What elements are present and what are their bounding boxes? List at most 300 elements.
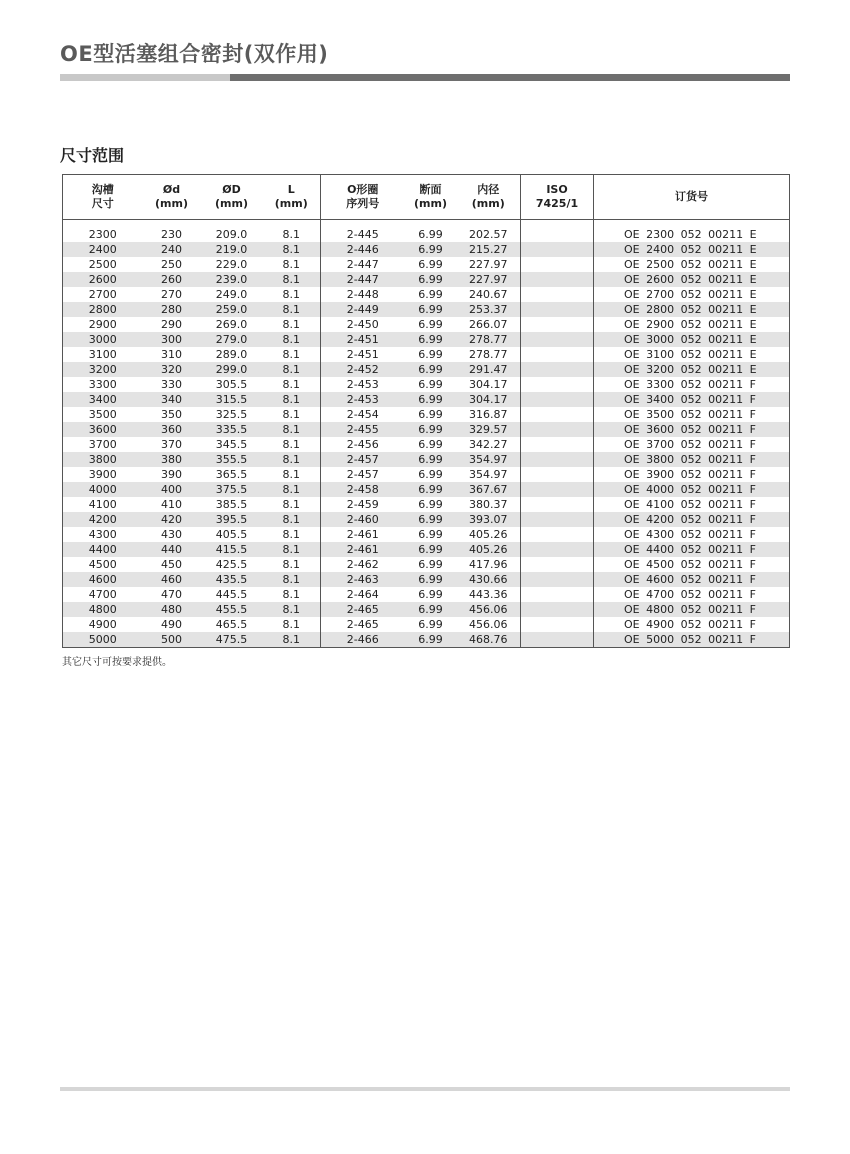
cell-oring-series: 2-455 (321, 422, 405, 437)
cell-groove-length: 8.1 (263, 257, 321, 272)
cell-groove-size: 4300 (88, 528, 117, 541)
header-oring-series (321, 175, 405, 220)
cell-groove-size: 2600 (63, 272, 143, 287)
cell-iso-7425 (521, 587, 594, 602)
cell-rod-diameter: 420 (143, 512, 201, 527)
cell-iso-7425 (521, 257, 594, 272)
table-row (63, 572, 790, 587)
header-groove-size-line: 尺寸 (91, 197, 114, 210)
header-cross-section-line: 断面 (419, 183, 442, 196)
cell-bore-diameter: 455.5 (201, 602, 263, 617)
cell-inner-diameter: 304.17 (457, 377, 521, 392)
cell-oring-series: 2-452 (321, 362, 405, 377)
table-body (63, 220, 790, 648)
table-row (63, 617, 790, 632)
table-row (63, 407, 790, 422)
cell-cross-section: 6.99 (418, 408, 443, 421)
cell-iso-7425 (521, 617, 594, 632)
header-iso-7425 (521, 175, 594, 220)
header-oring-series-line: O形圈 (347, 183, 379, 196)
cell-cross-section: 6.99 (405, 602, 457, 617)
header-rule-light (60, 74, 230, 81)
cell-bore-diameter: 269.0 (215, 318, 248, 331)
cell-iso-7425 (521, 332, 594, 347)
cell-order-number: OE 5000 052 00211 F (594, 632, 790, 648)
cell-cross-section: 6.99 (405, 542, 457, 557)
cell-groove-length: 8.1 (263, 437, 321, 452)
cell-groove-length: 8.1 (263, 542, 321, 557)
cell-oring-series: 2-459 (346, 498, 379, 511)
cell-inner-diameter: 380.37 (457, 497, 521, 512)
cell-groove-size: 4200 (63, 512, 143, 527)
cell-groove-length: 8.1 (263, 317, 321, 332)
table-row (63, 302, 790, 317)
cell-cross-section: 6.99 (405, 452, 457, 467)
cell-groove-size: 3000 (63, 332, 143, 347)
cell-iso-7425 (521, 287, 594, 302)
cell-iso-7425 (521, 220, 594, 243)
cell-oring-series: 2-450 (346, 318, 379, 331)
cell-groove-length: 8.1 (263, 602, 321, 617)
table-row (63, 632, 790, 648)
cell-cross-section: 6.99 (405, 362, 457, 377)
cell-oring-series: 2-465 (321, 602, 405, 617)
cell-groove-size: 4000 (63, 482, 143, 497)
cell-iso-7425 (521, 482, 594, 497)
cell-order-number: OE 3300 052 00211 F (624, 378, 756, 391)
cell-groove-length: 8.1 (263, 587, 321, 602)
cell-order-number: OE 3200 052 00211 E (594, 362, 790, 377)
cell-oring-series: 2-464 (346, 588, 379, 601)
cell-groove-length: 8.1 (263, 302, 321, 317)
cell-cross-section: 6.99 (418, 228, 443, 241)
cell-order-number: OE 4100 052 00211 F (624, 498, 756, 511)
cell-bore-diameter: 445.5 (215, 588, 248, 601)
footer-rule (60, 1087, 790, 1091)
cell-groove-size: 2800 (63, 302, 143, 317)
table-row (63, 542, 790, 557)
cell-iso-7425 (521, 572, 594, 587)
cell-inner-diameter: 278.77 (457, 332, 521, 347)
cell-rod-diameter: 400 (143, 482, 201, 497)
cell-order-number: OE 3600 052 00211 F (594, 422, 790, 437)
cell-groove-length: 8.1 (263, 497, 321, 512)
cell-order-number: OE 4800 052 00211 F (594, 602, 790, 617)
size-range-table-wrap (62, 174, 789, 648)
cell-groove-size: 2900 (88, 318, 117, 331)
cell-iso-7425 (521, 272, 594, 287)
cell-iso-7425 (521, 452, 594, 467)
cell-oring-series: 2-445 (346, 228, 379, 241)
cell-rod-diameter: 300 (143, 332, 201, 347)
cell-groove-length: 8.1 (263, 407, 321, 422)
cell-iso-7425 (521, 437, 594, 452)
table-row (63, 587, 790, 602)
cell-bore-diameter: 465.5 (215, 618, 248, 631)
table-row (63, 287, 790, 302)
header-order-number-line: 订货号 (675, 190, 708, 203)
cell-cross-section: 6.99 (418, 618, 443, 631)
cell-rod-diameter: 470 (161, 588, 182, 601)
cell-bore-diameter: 279.0 (201, 332, 263, 347)
cell-cross-section: 6.99 (418, 438, 443, 451)
cell-inner-diameter: 227.97 (457, 257, 521, 272)
cell-inner-diameter: 393.07 (457, 512, 521, 527)
cell-cross-section: 6.99 (405, 512, 457, 527)
cell-groove-size: 4600 (63, 572, 143, 587)
cell-bore-diameter: 239.0 (201, 272, 263, 287)
table-row (63, 437, 790, 452)
table-row (63, 422, 790, 437)
table-row (63, 527, 790, 542)
cell-bore-diameter: 435.5 (201, 572, 263, 587)
cell-oring-series: 2-453 (346, 378, 379, 391)
cell-inner-diameter: 456.06 (457, 617, 521, 632)
cell-bore-diameter: 385.5 (215, 498, 248, 511)
cell-oring-series: 2-458 (321, 482, 405, 497)
cell-groove-length: 8.1 (263, 347, 321, 362)
cell-groove-length: 8.1 (263, 362, 321, 377)
cell-inner-diameter: 468.76 (457, 632, 521, 648)
cell-groove-length: 8.1 (263, 527, 321, 542)
cell-rod-diameter: 230 (161, 228, 182, 241)
cell-order-number: OE 2700 052 00211 E (624, 288, 757, 301)
cell-rod-diameter: 280 (143, 302, 201, 317)
cell-bore-diameter: 305.5 (215, 378, 248, 391)
cell-order-number: OE 4200 052 00211 F (594, 512, 790, 527)
cell-groove-size: 2300 (88, 228, 117, 241)
cell-bore-diameter: 249.0 (215, 288, 248, 301)
cell-oring-series: 2-463 (321, 572, 405, 587)
cell-bore-diameter: 219.0 (201, 242, 263, 257)
cell-rod-diameter: 240 (143, 242, 201, 257)
cell-cross-section: 6.99 (418, 348, 443, 361)
cell-bore-diameter: 345.5 (215, 438, 248, 451)
cell-iso-7425 (521, 347, 594, 362)
cell-oring-series: 2-447 (321, 272, 405, 287)
header-groove-size-line: 沟槽 (91, 183, 114, 196)
cell-cross-section: 6.99 (418, 558, 443, 571)
header-bore-diameter-line: ØD (222, 183, 241, 196)
cell-oring-series: 2-447 (346, 258, 379, 271)
table-row (63, 362, 790, 377)
header-inner-diameter-line: 内径 (477, 183, 500, 196)
cell-iso-7425 (521, 392, 594, 407)
table-row (63, 347, 790, 362)
cell-groove-length: 8.1 (263, 242, 321, 257)
cell-iso-7425 (521, 407, 594, 422)
cell-order-number: OE 4300 052 00211 F (624, 528, 756, 541)
cell-groove-size: 3300 (88, 378, 117, 391)
table-row (63, 497, 790, 512)
cell-iso-7425 (521, 317, 594, 332)
cell-bore-diameter: 405.5 (215, 528, 248, 541)
cell-cross-section: 6.99 (405, 302, 457, 317)
cell-groove-length: 8.1 (263, 512, 321, 527)
cell-rod-diameter: 330 (161, 378, 182, 391)
cell-order-number: OE 4000 052 00211 F (594, 482, 790, 497)
cell-order-number: OE 4600 052 00211 F (594, 572, 790, 587)
header-cross-section-line: (mm) (414, 197, 447, 210)
cell-order-number: OE 3400 052 00211 F (594, 392, 790, 407)
cell-cross-section: 6.99 (405, 482, 457, 497)
table-header-row (63, 175, 790, 220)
cell-rod-diameter: 480 (143, 602, 201, 617)
cell-rod-diameter: 340 (143, 392, 201, 407)
cell-groove-size: 3800 (63, 452, 143, 467)
cell-groove-size: 4500 (88, 558, 117, 571)
cell-cross-section: 6.99 (405, 632, 457, 648)
cell-cross-section: 6.99 (418, 258, 443, 271)
cell-groove-size: 3200 (63, 362, 143, 377)
cell-groove-length: 8.1 (263, 422, 321, 437)
cell-rod-diameter: 370 (161, 438, 182, 451)
header-groove-size (63, 175, 143, 220)
cell-groove-length: 8.1 (263, 617, 321, 632)
table-row (63, 467, 790, 482)
cell-oring-series: 2-462 (346, 558, 379, 571)
cell-order-number: OE 4700 052 00211 F (624, 588, 756, 601)
cell-inner-diameter: 405.26 (457, 527, 521, 542)
cell-groove-length: 8.1 (263, 467, 321, 482)
header-groove-length-line: (mm) (274, 197, 308, 210)
cell-oring-series: 2-453 (321, 392, 405, 407)
page-title: OE型活塞组合密封(双作用) (60, 42, 329, 66)
cell-order-number: OE 3500 052 00211 F (624, 408, 756, 421)
cell-order-number: OE 4500 052 00211 F (624, 558, 756, 571)
cell-bore-diameter: 315.5 (201, 392, 263, 407)
cell-groove-size: 4700 (88, 588, 117, 601)
cell-cross-section: 6.99 (405, 572, 457, 587)
header-rule-dark (230, 74, 790, 81)
cell-oring-series: 2-466 (321, 632, 405, 648)
cell-iso-7425 (521, 632, 594, 648)
cell-inner-diameter: 291.47 (457, 362, 521, 377)
table-row (63, 482, 790, 497)
cell-groove-size: 3700 (88, 438, 117, 451)
cell-groove-length: 8.1 (263, 332, 321, 347)
cell-groove-length: 8.1 (263, 272, 321, 287)
cell-groove-length: 8.1 (263, 452, 321, 467)
header-oring-series-line: 序列号 (346, 197, 380, 210)
cell-rod-diameter: 450 (161, 558, 182, 571)
cell-oring-series: 2-461 (321, 542, 405, 557)
cell-groove-size: 2500 (88, 258, 117, 271)
header-groove-length-line: L (287, 183, 295, 196)
cell-iso-7425 (521, 467, 594, 482)
cell-cross-section: 6.99 (405, 422, 457, 437)
cell-oring-series: 2-449 (321, 302, 405, 317)
cell-oring-series: 2-461 (346, 528, 379, 541)
footnote: 其它尺寸可按要求提供。 (62, 657, 172, 668)
header-cross-section (405, 175, 457, 220)
table-row (63, 272, 790, 287)
cell-cross-section: 6.99 (418, 288, 443, 301)
table-row (63, 377, 790, 392)
cell-oring-series: 2-451 (321, 332, 405, 347)
cell-inner-diameter: 342.27 (457, 437, 521, 452)
cell-inner-diameter: 278.77 (457, 347, 521, 362)
cell-groove-size: 4400 (63, 542, 143, 557)
header-rod-diameter (143, 175, 201, 220)
cell-iso-7425 (521, 422, 594, 437)
cell-iso-7425 (521, 512, 594, 527)
cell-oring-series: 2-465 (346, 618, 379, 631)
cell-cross-section: 6.99 (418, 498, 443, 511)
cell-inner-diameter: 240.67 (457, 287, 521, 302)
cell-iso-7425 (521, 527, 594, 542)
cell-rod-diameter: 390 (161, 468, 182, 481)
header-bore-diameter-line: (mm) (215, 197, 248, 210)
cell-groove-length: 8.1 (263, 220, 321, 243)
cell-bore-diameter: 209.0 (215, 228, 248, 241)
cell-inner-diameter: 227.97 (457, 272, 521, 287)
table-row (63, 392, 790, 407)
cell-iso-7425 (521, 377, 594, 392)
cell-bore-diameter: 289.0 (215, 348, 248, 361)
cell-inner-diameter: 304.17 (457, 392, 521, 407)
cell-iso-7425 (521, 242, 594, 257)
cell-groove-length: 8.1 (263, 392, 321, 407)
cell-inner-diameter: 215.27 (457, 242, 521, 257)
cell-rod-diameter: 260 (143, 272, 201, 287)
cell-order-number: OE 3800 052 00211 F (594, 452, 790, 467)
cell-bore-diameter: 355.5 (201, 452, 263, 467)
cell-cross-section: 6.99 (405, 272, 457, 287)
cell-oring-series: 2-448 (346, 288, 379, 301)
cell-order-number: OE 3900 052 00211 F (624, 468, 756, 481)
cell-cross-section: 6.99 (418, 468, 443, 481)
cell-rod-diameter: 490 (161, 618, 182, 631)
cell-groove-size: 3900 (88, 468, 117, 481)
header-iso-7425-line: ISO (546, 183, 568, 196)
header-order-number (594, 175, 790, 220)
table-row (63, 257, 790, 272)
cell-inner-diameter: 354.97 (457, 467, 521, 482)
cell-inner-diameter: 443.36 (457, 587, 521, 602)
cell-bore-diameter: 395.5 (201, 512, 263, 527)
cell-rod-diameter: 500 (143, 632, 201, 648)
cell-iso-7425 (521, 362, 594, 377)
cell-order-number: OE 2400 052 00211 E (594, 242, 790, 257)
cell-inner-diameter: 253.37 (457, 302, 521, 317)
cell-rod-diameter: 430 (161, 528, 182, 541)
table-row (63, 332, 790, 347)
cell-iso-7425 (521, 497, 594, 512)
cell-rod-diameter: 290 (161, 318, 182, 331)
cell-groove-size: 3100 (88, 348, 117, 361)
cell-rod-diameter: 250 (161, 258, 182, 271)
cell-order-number: OE 3700 052 00211 F (624, 438, 756, 451)
table-row (63, 452, 790, 467)
cell-inner-diameter: 405.26 (457, 542, 521, 557)
cell-bore-diameter: 375.5 (201, 482, 263, 497)
cell-order-number: OE 4400 052 00211 F (594, 542, 790, 557)
header-groove-length (263, 175, 321, 220)
cell-cross-section: 6.99 (418, 318, 443, 331)
cell-inner-diameter: 417.96 (457, 557, 521, 572)
table-row (63, 512, 790, 527)
cell-inner-diameter: 430.66 (457, 572, 521, 587)
cell-order-number: OE 4900 052 00211 F (624, 618, 756, 631)
cell-order-number: OE 2300 052 00211 E (624, 228, 757, 241)
cell-inner-diameter: 316.87 (457, 407, 521, 422)
header-rod-diameter-line: (mm) (155, 197, 188, 210)
cell-rod-diameter: 270 (161, 288, 182, 301)
cell-oring-series: 2-446 (321, 242, 405, 257)
cell-cross-section: 6.99 (418, 528, 443, 541)
header-bore-diameter (201, 175, 263, 220)
cell-rod-diameter: 440 (143, 542, 201, 557)
cell-rod-diameter: 410 (161, 498, 182, 511)
cell-bore-diameter: 335.5 (201, 422, 263, 437)
cell-oring-series: 2-456 (346, 438, 379, 451)
cell-inner-diameter: 456.06 (457, 602, 521, 617)
cell-iso-7425 (521, 542, 594, 557)
cell-cross-section: 6.99 (418, 378, 443, 391)
size-range-table (62, 174, 790, 648)
cell-oring-series: 2-451 (346, 348, 379, 361)
cell-inner-diameter: 329.57 (457, 422, 521, 437)
header-iso-7425-line: 7425/1 (535, 197, 579, 210)
cell-bore-diameter: 425.5 (215, 558, 248, 571)
cell-rod-diameter: 360 (143, 422, 201, 437)
cell-groove-size: 2700 (88, 288, 117, 301)
cell-order-number: OE 2500 052 00211 E (624, 258, 757, 271)
cell-iso-7425 (521, 557, 594, 572)
cell-cross-section: 6.99 (405, 332, 457, 347)
cell-groove-size: 4100 (88, 498, 117, 511)
cell-groove-size: 3500 (88, 408, 117, 421)
cell-cross-section: 6.99 (418, 588, 443, 601)
cell-bore-diameter: 365.5 (215, 468, 248, 481)
cell-order-number: OE 2800 052 00211 E (594, 302, 790, 317)
cell-rod-diameter: 320 (143, 362, 201, 377)
table-row (63, 557, 790, 572)
cell-groove-size: 2400 (63, 242, 143, 257)
cell-groove-length: 8.1 (263, 572, 321, 587)
header-inner-diameter-line: (mm) (471, 197, 505, 210)
cell-groove-length: 8.1 (263, 557, 321, 572)
cell-oring-series: 2-454 (346, 408, 379, 421)
cell-bore-diameter: 299.0 (201, 362, 263, 377)
cell-groove-length: 8.1 (263, 632, 321, 648)
cell-groove-length: 8.1 (263, 287, 321, 302)
cell-rod-diameter: 350 (161, 408, 182, 421)
cell-inner-diameter: 266.07 (457, 317, 521, 332)
cell-groove-size: 4800 (63, 602, 143, 617)
cell-iso-7425 (521, 602, 594, 617)
header-inner-diameter (457, 175, 521, 220)
cell-order-number: OE 3100 052 00211 E (624, 348, 757, 361)
table-row (63, 602, 790, 617)
cell-rod-diameter: 310 (161, 348, 182, 361)
cell-groove-size: 4900 (88, 618, 117, 631)
cell-inner-diameter: 354.97 (457, 452, 521, 467)
header-rule (60, 74, 790, 81)
cell-bore-diameter: 475.5 (201, 632, 263, 648)
header-rod-diameter-line: Ød (162, 183, 181, 196)
cell-groove-size: 3600 (63, 422, 143, 437)
cell-bore-diameter: 415.5 (201, 542, 263, 557)
cell-inner-diameter: 202.57 (457, 220, 521, 243)
cell-cross-section: 6.99 (405, 392, 457, 407)
cell-rod-diameter: 460 (143, 572, 201, 587)
cell-iso-7425 (521, 302, 594, 317)
table-row (63, 242, 790, 257)
cell-groove-length: 8.1 (263, 377, 321, 392)
cell-bore-diameter: 229.0 (215, 258, 248, 271)
